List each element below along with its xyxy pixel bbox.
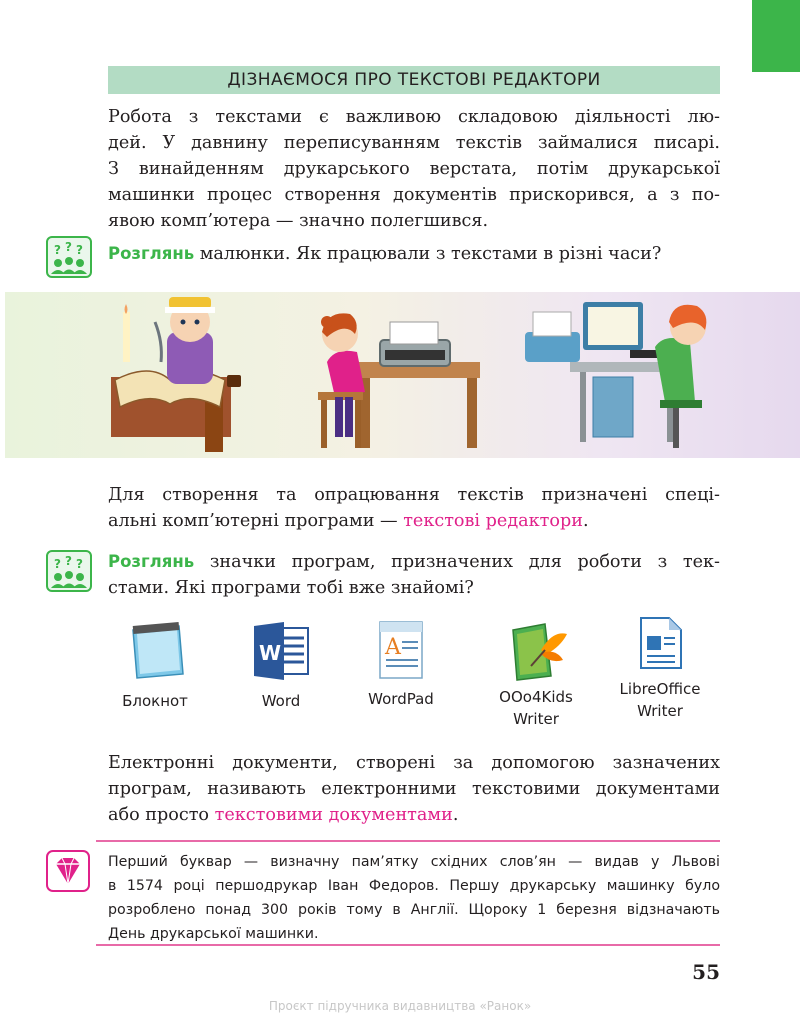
program-ooo4kids-writer: [486, 620, 586, 730]
svg-text:?: ?: [54, 557, 61, 571]
task-consider-icons: [108, 549, 720, 601]
program-label: Блокнот: [122, 692, 188, 710]
wordpad-icon: [372, 618, 430, 682]
docs-line: Електронні документи, створені за допомогою зазначених: [108, 753, 720, 773]
intro-line: Робота з текстами є важливою складовою діяльності лю-: [108, 107, 720, 127]
svg-text:?: ?: [76, 243, 83, 257]
footer-note: Проєкт підручника видавництва «Ранок»: [268, 999, 532, 1013]
notepad-icon: [123, 620, 187, 682]
gem-icon: [46, 850, 90, 892]
program-label: Word: [261, 692, 301, 710]
program-label: WordPad: [368, 690, 434, 708]
text-editors-paragraph: [108, 482, 720, 534]
program-word: [236, 620, 326, 712]
word-icon: [250, 620, 312, 682]
docs-line: програм, називають електронними текстовими документами: [108, 779, 720, 799]
text-documents-paragraph: [108, 750, 720, 828]
editors-line-text: альні комп’ютерні програми —: [108, 511, 404, 531]
svg-text:W: W: [259, 641, 282, 665]
consider-task-icon: [46, 236, 92, 278]
program-label-line1: LibreOffice: [619, 680, 701, 698]
task-text-line2: стами. Які програми тобі вже знайомі?: [108, 578, 474, 598]
intro-line: дей. У давнину переписуванням текстів займалися писарі.: [108, 133, 720, 153]
intro-line: явою комп’ютера — значно полегшився.: [108, 211, 489, 231]
fact-line: в 1574 році першодрукар Іван Федоров. Першу друкарську машинку було: [108, 878, 720, 894]
editors-line: Для створення та опрацювання текстів призначені спеці-: [108, 485, 720, 505]
svg-text:?: ?: [65, 554, 72, 568]
typist-illustration: [318, 313, 480, 448]
program-wordpad: [356, 618, 446, 710]
task-keyword: Розглянь: [108, 552, 195, 571]
intro-paragraph: [108, 104, 720, 234]
term-text-documents: текстовими документами: [214, 805, 453, 825]
fact-top-rule: [96, 840, 720, 842]
svg-text:?: ?: [54, 243, 61, 257]
program-libreoffice-writer: [610, 614, 710, 722]
computer-user-illustration: [525, 302, 706, 448]
writing-history-illustration: [5, 292, 800, 458]
svg-text:?: ?: [65, 240, 72, 254]
chapter-corner-tab: [752, 0, 800, 72]
ooo4kids-writer-icon: [501, 620, 571, 682]
fact-box-text: [108, 850, 720, 946]
docs-line-text: або просто: [108, 805, 215, 825]
fact-bottom-rule: [96, 944, 720, 946]
libreoffice-writer-icon: [635, 614, 685, 672]
fact-line: Перший буквар — визначну пам’ятку східних слов’ян — видав у Львові: [108, 854, 720, 870]
intro-line: машинки процес створення документів прискорився, а з по-: [108, 185, 720, 205]
task-text: значки програм, призначених для роботи з тек-: [194, 552, 720, 572]
consider-task-icon: [46, 550, 92, 592]
section-header: ДІЗНАЄМОСЯ ПРО ТЕКСТОВІ РЕДАКТОРИ: [108, 66, 720, 94]
intro-line: З винайденням друкарського верстата, потім друкарської: [108, 159, 720, 179]
program-label-line2: Writer: [637, 702, 683, 720]
page-number: 55: [692, 960, 720, 984]
program-notepad: [110, 620, 200, 712]
program-label-line2: Writer: [513, 710, 559, 728]
fact-line: розроблено понад 300 років тому в Англії. Щороку 1 березня відзначають: [108, 902, 720, 918]
svg-text:?: ?: [76, 557, 83, 571]
svg-text:A: A: [385, 635, 401, 660]
task-keyword: Розглянь: [108, 244, 195, 263]
program-label-line1: OOo4Kids: [499, 688, 573, 706]
fact-line: День друкарської машинки.: [108, 926, 319, 942]
task-consider-pictures: [108, 241, 720, 267]
term-text-editors: текстові редактори: [403, 511, 583, 531]
task-text: малюнки. Як працювали з текстами в різні часи?: [194, 244, 662, 264]
scribe-illustration: [111, 297, 241, 452]
docs-line-end: .: [452, 805, 459, 825]
editors-line-end: .: [582, 511, 589, 531]
